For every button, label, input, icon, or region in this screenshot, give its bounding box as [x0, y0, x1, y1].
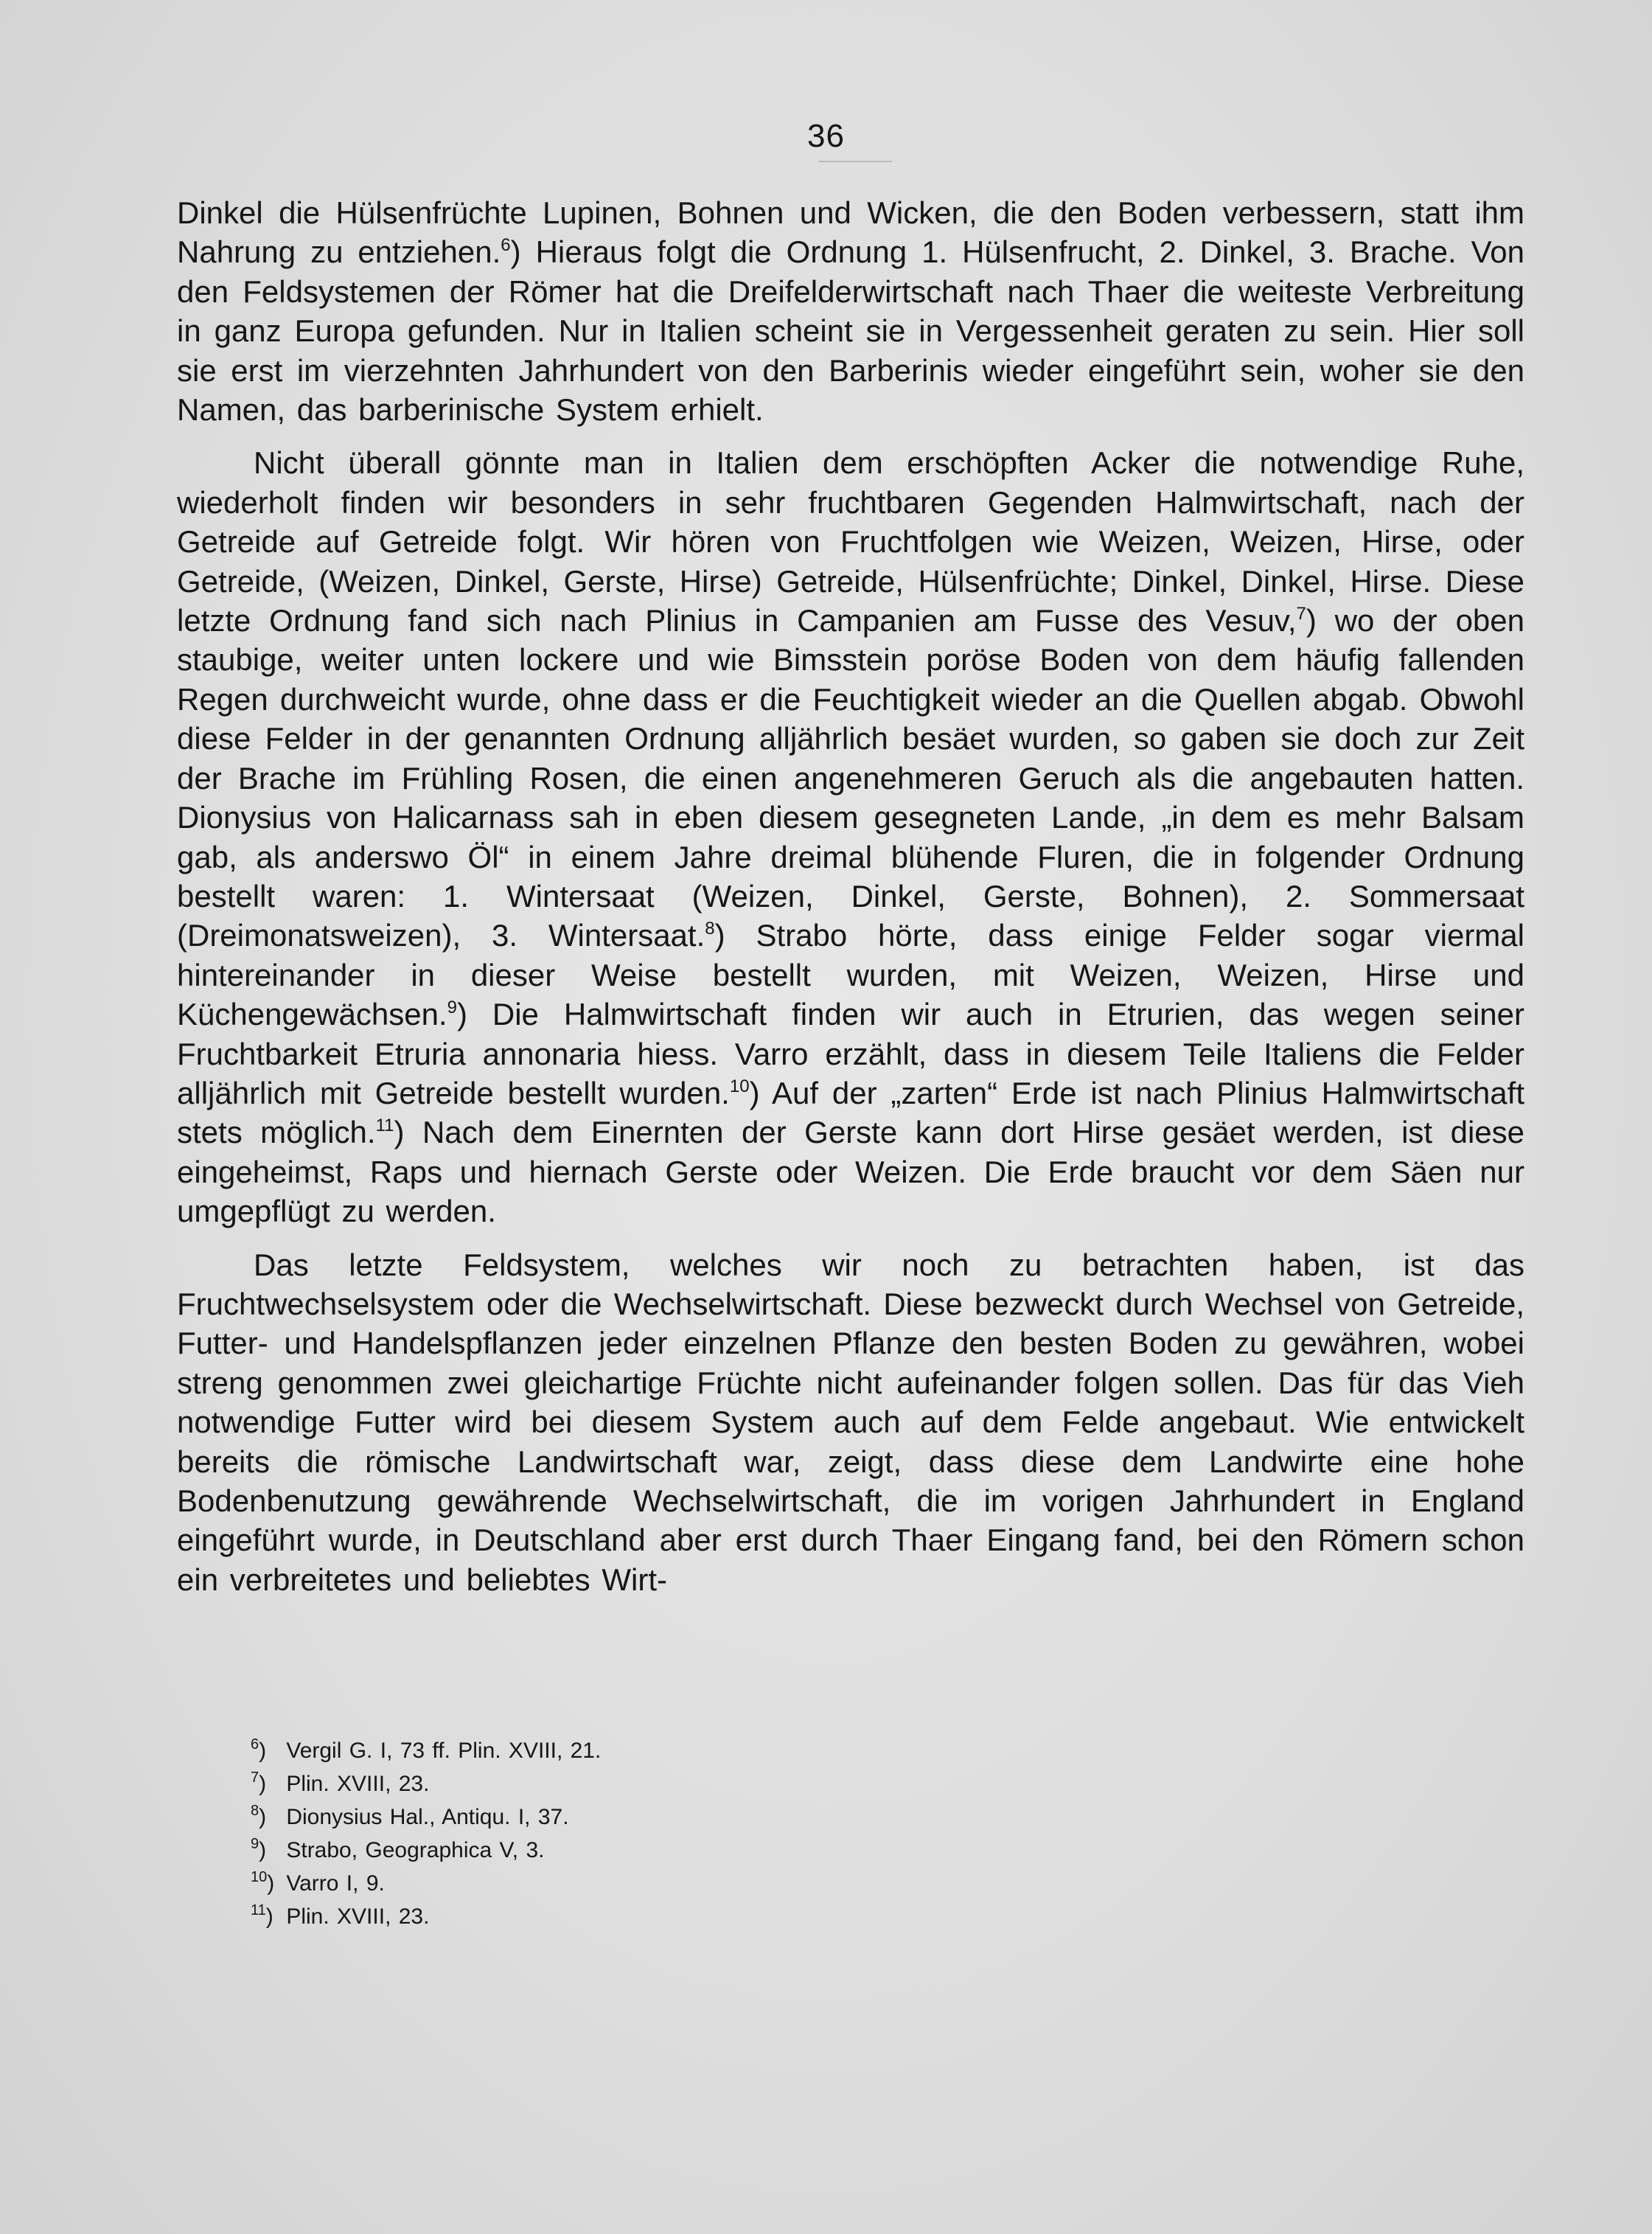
footnote-text: Strabo, Geographica V, 3. — [286, 1838, 545, 1862]
footnote-text: Dionysius Hal., Antiqu. I, 37. — [286, 1805, 569, 1829]
page-number: 36 — [807, 118, 845, 154]
footnote-ref: 6 — [501, 235, 511, 256]
footnote-ref: 11 — [375, 1116, 394, 1136]
footnote-text: Vergil G. I, 73 ff. Plin. XVIII, 21. — [286, 1739, 602, 1763]
footnote — [251, 1834, 1062, 1867]
footnote — [251, 1900, 1062, 1933]
footnote-mark-number: 9 — [251, 1836, 259, 1852]
footnote-ref: 7 — [1296, 604, 1306, 624]
text-run: ) Die Halmwirtschaft finden wir auch in Etrurien, das wegen seiner Fruchtbarkeit Etruria annonaria hiess. Varro erzählt, dass in diesem Teile Italiens die Felder alljährlich mit Getreide bestellt wurden. — [177, 997, 1524, 1110]
paragraph-1 — [177, 193, 1524, 429]
text-run: ) Strabo hörte, dass einige Felder sogar viermal hintereinander in dieser Weise bestellt wurden, mit Weizen, Weizen, Hirse und Küchengewächsen. — [177, 918, 1524, 1032]
footnote — [251, 1800, 1062, 1834]
footnote-mark-number: 11 — [251, 1902, 266, 1918]
text-run: Nicht überall gönnte man in Italien dem erschöpften Acker die notwendige Ruhe, wiederholt finden wir besonders in sehr fruchtbaren Gegenden Halmwirtschaft, nach der Getreide auf Getreide folgt. Wir hören von Fruchtfolgen wie Weizen, Weizen, Hirse, oder Getreide, (Weizen, Dinkel, Gerste, Hirse) Getreide, Hülsenfrüchte; Dinkel, Dinkel, Hirse. Diese letzte Ordnung fand sich nach Plinius in Campanien am Fusse des Vesuv, — [177, 445, 1524, 638]
footnote-text: Varro I, 9. — [286, 1871, 385, 1896]
footnote-mark: $^6$) — [251, 1736, 267, 1763]
footnote — [251, 1867, 1062, 1900]
text-run: ) wo der oben staubige, weiter unten lockere und wie Bimsstein poröse Boden von dem häufig fallenden Regen durchweicht wurde, ohne dass er die Feuchtigkeit wieder an die Quellen abgab. Obwohl diese Felder in der genannten Ordnung alljährlich besäet wurden, so gaben sie doch zur Zeit der Brache im Frühling Rosen, die einen angenehmeren Geruch als die angebauten hatten. Dionysius von Halicarnass sah in eben diesem gesegneten Lande, „in dem es mehr Balsam gab, als anderswo Öl“ in einem Jahre dreimal blühende Fluren, die in folgender Ordnung bestellt waren: 1. Wintersaat (Weizen, Dinkel, Gerste, Bohnen), 2. Sommersaat (Dreimonatsweizen), 3. Wintersaat. — [177, 603, 1525, 953]
footnote-mark: $^9$) — [251, 1836, 267, 1862]
footnote-mark: $^8$) — [251, 1803, 267, 1829]
body-text — [177, 193, 1524, 1599]
footnote — [251, 1767, 1062, 1800]
footnote-mark: $^{10}$) — [251, 1869, 275, 1896]
footnote-mark-number: 10 — [251, 1869, 268, 1885]
footnote-text: Plin. XVIII, 23. — [286, 1772, 430, 1796]
page-number-rule — [818, 161, 892, 162]
text-run: ) Nach dem Einernten der Gerste kann dort Hirse gesäet werden, ist diese eingeheimst, Raps und hiernach Gerste oder Weizen. Die Erde braucht vor dem Säen nur umgepflügt zu werden. — [177, 1115, 1524, 1229]
footnote — [251, 1734, 1062, 1767]
footnote-mark-number: 6 — [251, 1736, 259, 1753]
footnote-mark: $^7$) — [251, 1770, 267, 1796]
footnote-mark-number: 8 — [251, 1803, 259, 1819]
footnote-ref: 10 — [729, 1076, 750, 1096]
text-run: Das letzte Feldsystem, welches wir noch zu betrachten haben, ist das Fruchtwechselsystem oder die Wechselwirtschaft. Diese bezweckt durch Wechsel von Getreide, Futter- und Handelspflanzen jeder einzelnen Pflanze den besten Boden zu gewähren, wobei streng genommen zwei gleichartige Früchte nicht aufeinander folgen sollen. Das für das Vieh notwendige Futter wird bei diesem System auch auf dem Felde angebaut. Wie entwickelt bereits die römische Landwirtschaft war, zeigt, dass diese dem Landwirte eine hohe Bodenbenutzung gewährende Wechselwirtschaft, die im vorigen Jahrhundert in England eingeführt wurde, in Deutschland aber erst durch Thaer Eingang fand, bei den Römern schon ein verbreitetes und beliebtes Wirt- — [177, 1247, 1524, 1597]
paragraph-2 — [177, 443, 1524, 1231]
footnote-ref: 8 — [705, 919, 715, 939]
footnote-mark: $^{11}$) — [251, 1902, 273, 1929]
footnote-text: Plin. XVIII, 23. — [286, 1904, 430, 1929]
footnote-mark-number: 7 — [251, 1770, 259, 1786]
footnote-ref: 9 — [447, 998, 457, 1018]
text-run: Dinkel die Hülsenfrüchte Lupinen, Bohnen und Wicken, die den Boden verbessern, statt ihm Nahrung zu entziehen. — [177, 195, 1524, 270]
paragraph-3 — [177, 1245, 1524, 1600]
footnotes — [251, 1734, 1062, 1933]
text-run: ) Auf der „zarten“ Erde ist nach Plinius Halmwirtschaft stets möglich. — [177, 1075, 1524, 1150]
text-run: ) Hieraus folgt die Ordnung 1. Hülsenfrucht, 2. Dinkel, 3. Brache. Von den Feldsystemen der Römer hat die Dreifelderwirtschaft nach Thaer die weiteste Verbreitung in ganz Europa gefunden. Nur in Italien scheint sie in Vergessenheit geraten zu sein. Hier soll sie erst im vierzehnten Jahrhundert von den Barberinis wieder eingeführt sein, woher sie den Namen, das barberinische System erhielt. — [177, 234, 1525, 428]
